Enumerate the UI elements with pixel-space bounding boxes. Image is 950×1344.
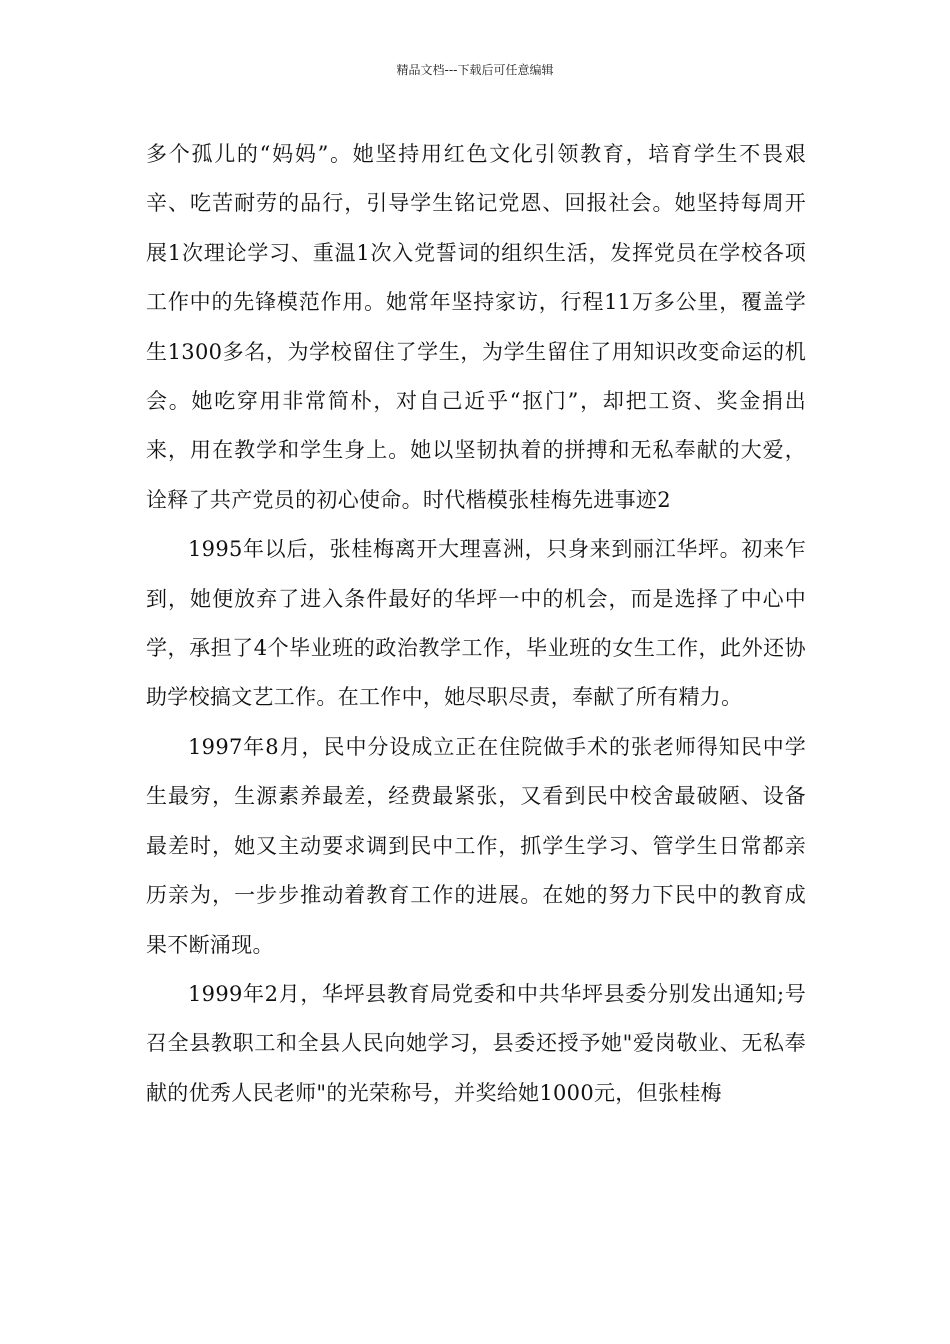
page-header: 精品文档---下载后可任意编辑	[396, 63, 554, 77]
paragraph-4: 1999年2月，华坪县教育局党委和中共华坪县委分别发出通知;号召全县教职工和全县人民向她学习，县委还授予她"爱岗敬业、无私奉献的优秀人民老师"的光荣称号，并奖给她1000元，但张桂梅	[146, 981, 806, 1105]
document-body	[146, 130, 806, 1118]
paragraph-3: 1997年8月，民中分设成立正在住院做手术的张老师得知民中学生最穷，生源素养最差，经费最紧张，又看到民中校舍最破陋、设备最差时，她又主动要求调到民中工作，抓学生学习、管学生日常都亲历亲为，一步步推动着教育工作的进展。在她的努力下民中的教育成果不断涌现。	[146, 734, 806, 957]
paragraph-1: 多个孤儿的“妈妈”。她坚持用红色文化引领教育，培育学生不畏艰辛、吃苦耐劳的品行，引导学生铭记党恩、回报社会。她坚持每周开展1次理论学习、重温1次入党誓词的组织生活，发挥党员在学校各项工作中的先锋模范作用。她常年坚持家访，行程11万多公里，覆盖学生1300多名，为学校留住了学生，为学生留住了用知识改变命运的机会。她吃穿用非常简朴，对自己近乎“抠门”，却把工资、奖金捐出来，用在教学和学生身上。她以坚韧执着的拼搏和无私奉献的大爱，诠释了共产党员的初心使命。时代楷模张桂梅先进事迹2	[146, 142, 806, 512]
paragraph-2: 1995年以后，张桂梅离开大理喜洲，只身来到丽江华坪。初来乍到，她便放弃了进入条件最好的华坪一中的机会，而是选择了中心中学，承担了4个毕业班的政治教学工作，毕业班的女生工作，此外还协助学校搞文艺工作。在工作中，她尽职尽责，奉献了所有精力。	[146, 537, 806, 710]
